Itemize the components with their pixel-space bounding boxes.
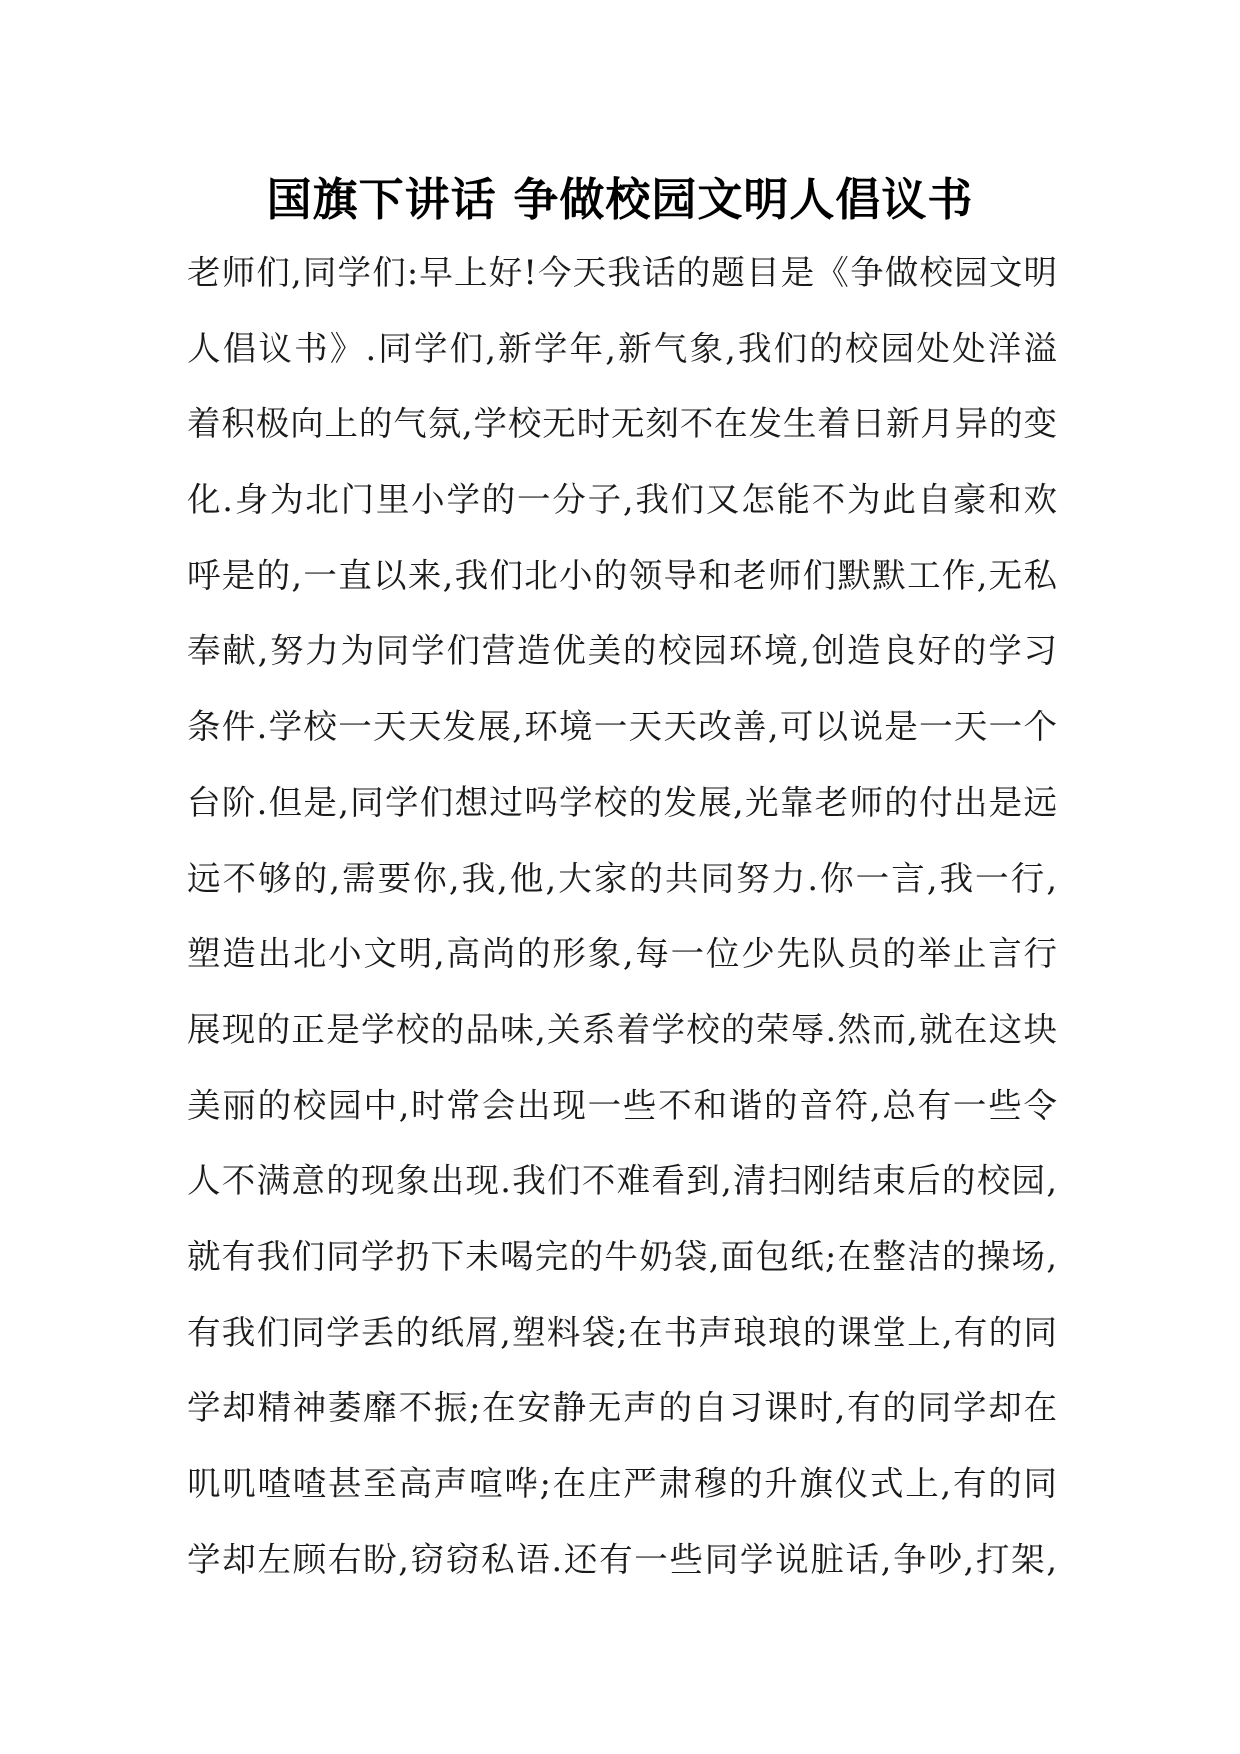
document-body bbox=[187, 235, 1057, 1597]
body-line: 有我们同学丢的纸屑,塑料袋;在书声琅琅的课堂上,有的同 bbox=[187, 1312, 1057, 1352]
body-line: 学却左顾右盼,窃窃私语.还有一些同学说脏话,争吵,打架, bbox=[187, 1539, 1057, 1579]
body-line: 展现的正是学校的品味,关系着学校的荣辱.然而,就在这块 bbox=[187, 1009, 1057, 1049]
body-line: 化.身为北门里小学的一分子,我们又怎能不为此自豪和欢 bbox=[187, 480, 1057, 520]
body-line: 远不够的,需要你,我,他,大家的共同努力.你一言,我一行, bbox=[187, 858, 1057, 898]
body-line: 奉献,努力为同学们营造优美的校园环境,创造良好的学习 bbox=[187, 631, 1057, 671]
body-line: 人倡议书》.同学们,新学年,新气象,我们的校园处处洋溢 bbox=[187, 328, 1057, 368]
body-line: 条件.学校一天天发展,环境一天天改善,可以说是一天一个 bbox=[187, 707, 1057, 747]
body-line: 呼是的,一直以来,我们北小的领导和老师们默默工作,无私 bbox=[187, 555, 1057, 595]
body-line: 塑造出北小文明,高尚的形象,每一位少先队员的举止言行 bbox=[187, 934, 1057, 974]
document-title: 国旗下讲话 争做校园文明人倡议书 bbox=[266, 173, 974, 226]
body-line: 着积极向上的气氛,学校无时无刻不在发生着日新月异的变 bbox=[187, 404, 1057, 444]
body-line: 学却精神萎靡不振;在安静无声的自习课时,有的同学却在 bbox=[187, 1388, 1057, 1428]
body-line: 台阶.但是,同学们想过吗学校的发展,光靠老师的付出是远 bbox=[187, 782, 1057, 822]
body-line: 人不满意的现象出现.我们不难看到,清扫刚结束后的校园, bbox=[187, 1161, 1057, 1201]
body-line: 就有我们同学扔下未喝完的牛奶袋,面包纸;在整洁的操场, bbox=[187, 1236, 1057, 1276]
body-line: 老师们,同学们:早上好!今天我话的题目是《争做校园文明 bbox=[187, 253, 1057, 292]
body-line: 美丽的校园中,时常会出现一些不和谐的音符,总有一些令 bbox=[187, 1085, 1057, 1125]
body-line: 叽叽喳喳甚至高声喧哗;在庄严肃穆的升旗仪式上,有的同 bbox=[187, 1464, 1057, 1503]
